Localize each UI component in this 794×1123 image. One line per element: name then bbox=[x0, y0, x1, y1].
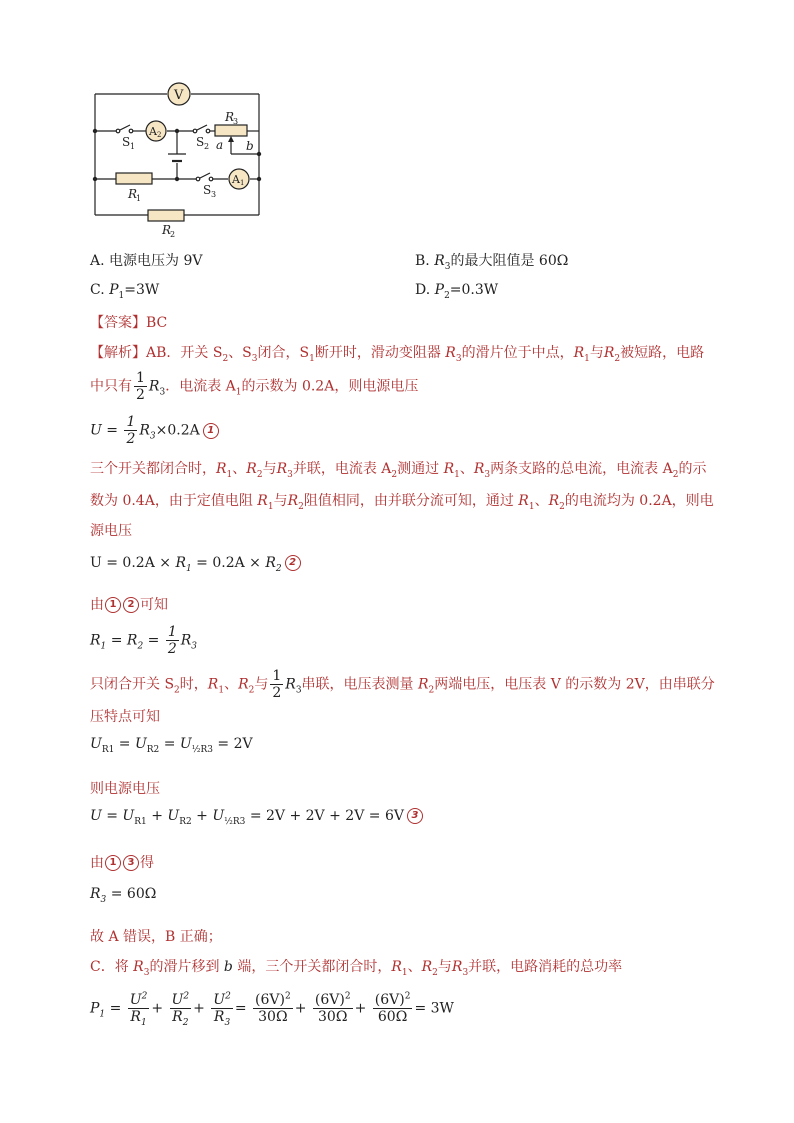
r3-sub: 3 bbox=[233, 117, 239, 126]
s2-sub: 2 bbox=[204, 142, 210, 151]
analysis-line-10: 由 1 3 得 bbox=[90, 855, 154, 871]
analysis-line-2: 中只有 $\frac{1}{2}$ $R_3$．电流表 $A_1$的示数为 0.2A，则电源电压 bbox=[90, 370, 419, 403]
resistor-r1 bbox=[116, 173, 152, 184]
s2-label: S bbox=[196, 135, 205, 149]
r1-label: R bbox=[128, 187, 138, 201]
analysis-line-8: 压特点可知 bbox=[90, 709, 160, 725]
equation-1: U = $\frac{1}{2}$ $R_3\times 0.2A$ 1 bbox=[90, 414, 219, 447]
equation-4: $U_{R1} = U_{R2} = U_{\frac{1}{2}R3} = 2V$ bbox=[90, 736, 253, 755]
voltmeter-label: V bbox=[174, 88, 184, 103]
analysis-line-7: 只闭合开关 $S_2$时，$R_1$、$R_2$与 $\frac{1}{2}$ $R_3$串联，电压表测量 $R_2$两端电压，电压表 V 的示数为 2V，由串联分 bbox=[90, 668, 715, 701]
equation-7: $P_1$ = $\frac{U^2}{R_1}$ + $\frac{U^2}{R_2}$ + $\frac{U^2}{R_3}$ = $\frac{(6V)^2}{30\Omega}$ + $\frac{(6V)^2}{30\Omega}$ + $\frac{(6V)^2}{60\Omega}$ = 3W bbox=[90, 991, 454, 1028]
ammeter-a2-sub: 2 bbox=[157, 131, 162, 139]
s3-sub: 3 bbox=[211, 190, 217, 199]
analysis-line-1: 【解析】AB．开关 $S_2$、$S_3$闭合，$S_1$断开时，滑动变阻器 $R_3$的滑片位于中点，$R_1$与$R_2$被短路，电路 bbox=[90, 345, 705, 364]
option-d: D. $P_2=0.3W$ bbox=[415, 282, 499, 301]
resistor-r3 bbox=[215, 125, 247, 136]
ammeter-a1-label: A bbox=[232, 173, 240, 186]
s1-label: S bbox=[122, 135, 131, 149]
r2-sub: 2 bbox=[170, 230, 176, 237]
slider-end-b: b bbox=[246, 139, 254, 153]
ammeter-a2-label: A bbox=[149, 125, 157, 138]
analysis-line-5: 源电压 bbox=[90, 523, 132, 539]
equation-5: $U = U_{R1} + U_{R2} + U_{\frac{1}{2}R3} = 2V + 2V + 2V = 6V$ 3 bbox=[90, 808, 423, 824]
analysis-line-4: 数为 0.4A，由于定值电阻 $R_1$与$R_2$阻值相同，由并联分流可知，通过 $R_1$、$R_2$的电流均为 0.2A，则电 bbox=[90, 493, 714, 512]
option-a: A. 电源电压为 9V bbox=[90, 253, 203, 269]
analysis-line-3: 三个开关都闭合时，$R_1$、$R_2$与$R_3$并联，电流表 $A_2$测通过 $R_1$、$R_3$两条支路的总电流，电流表 $A_2$的示 bbox=[90, 461, 707, 480]
ammeter-a1-sub: 1 bbox=[240, 179, 245, 187]
r3-label: R bbox=[225, 110, 235, 124]
option-c: C. $P_1=3W$ bbox=[90, 282, 160, 301]
option-b: B. $R_3$的最大阻值是 60Ω bbox=[415, 253, 569, 272]
r1-sub: 1 bbox=[136, 194, 142, 203]
s1-sub: 1 bbox=[130, 142, 136, 151]
analysis-line-9: 则电源电压 bbox=[90, 781, 160, 797]
slider-end-a: a bbox=[216, 138, 224, 152]
circuit-diagram bbox=[88, 82, 268, 237]
resistor-r2 bbox=[148, 210, 184, 221]
equation-2: $U = 0.2A \times R_1 = 0.2A \times R_22$ bbox=[90, 555, 301, 571]
equation-3: $R_1 = R_2$ = $\frac{1}{2}$ $R_3$ bbox=[90, 624, 198, 657]
r2-label: R bbox=[162, 223, 172, 237]
analysis-line-6: 由 1 2 可知 bbox=[90, 597, 168, 613]
analysis-line-11: 故 A 错误，B 正确； bbox=[90, 929, 222, 945]
answer: 【答案】BC bbox=[90, 315, 168, 331]
equation-6: $R_3 = 60\Omega$ bbox=[90, 886, 157, 905]
analysis-line-12: C．将 $R_3$的滑片移到 b 端，三个开关都闭合时，$R_1$、$R_2$与$R_3$并联，电路消耗的总功率 bbox=[90, 959, 623, 978]
s3-label: S bbox=[203, 183, 212, 197]
